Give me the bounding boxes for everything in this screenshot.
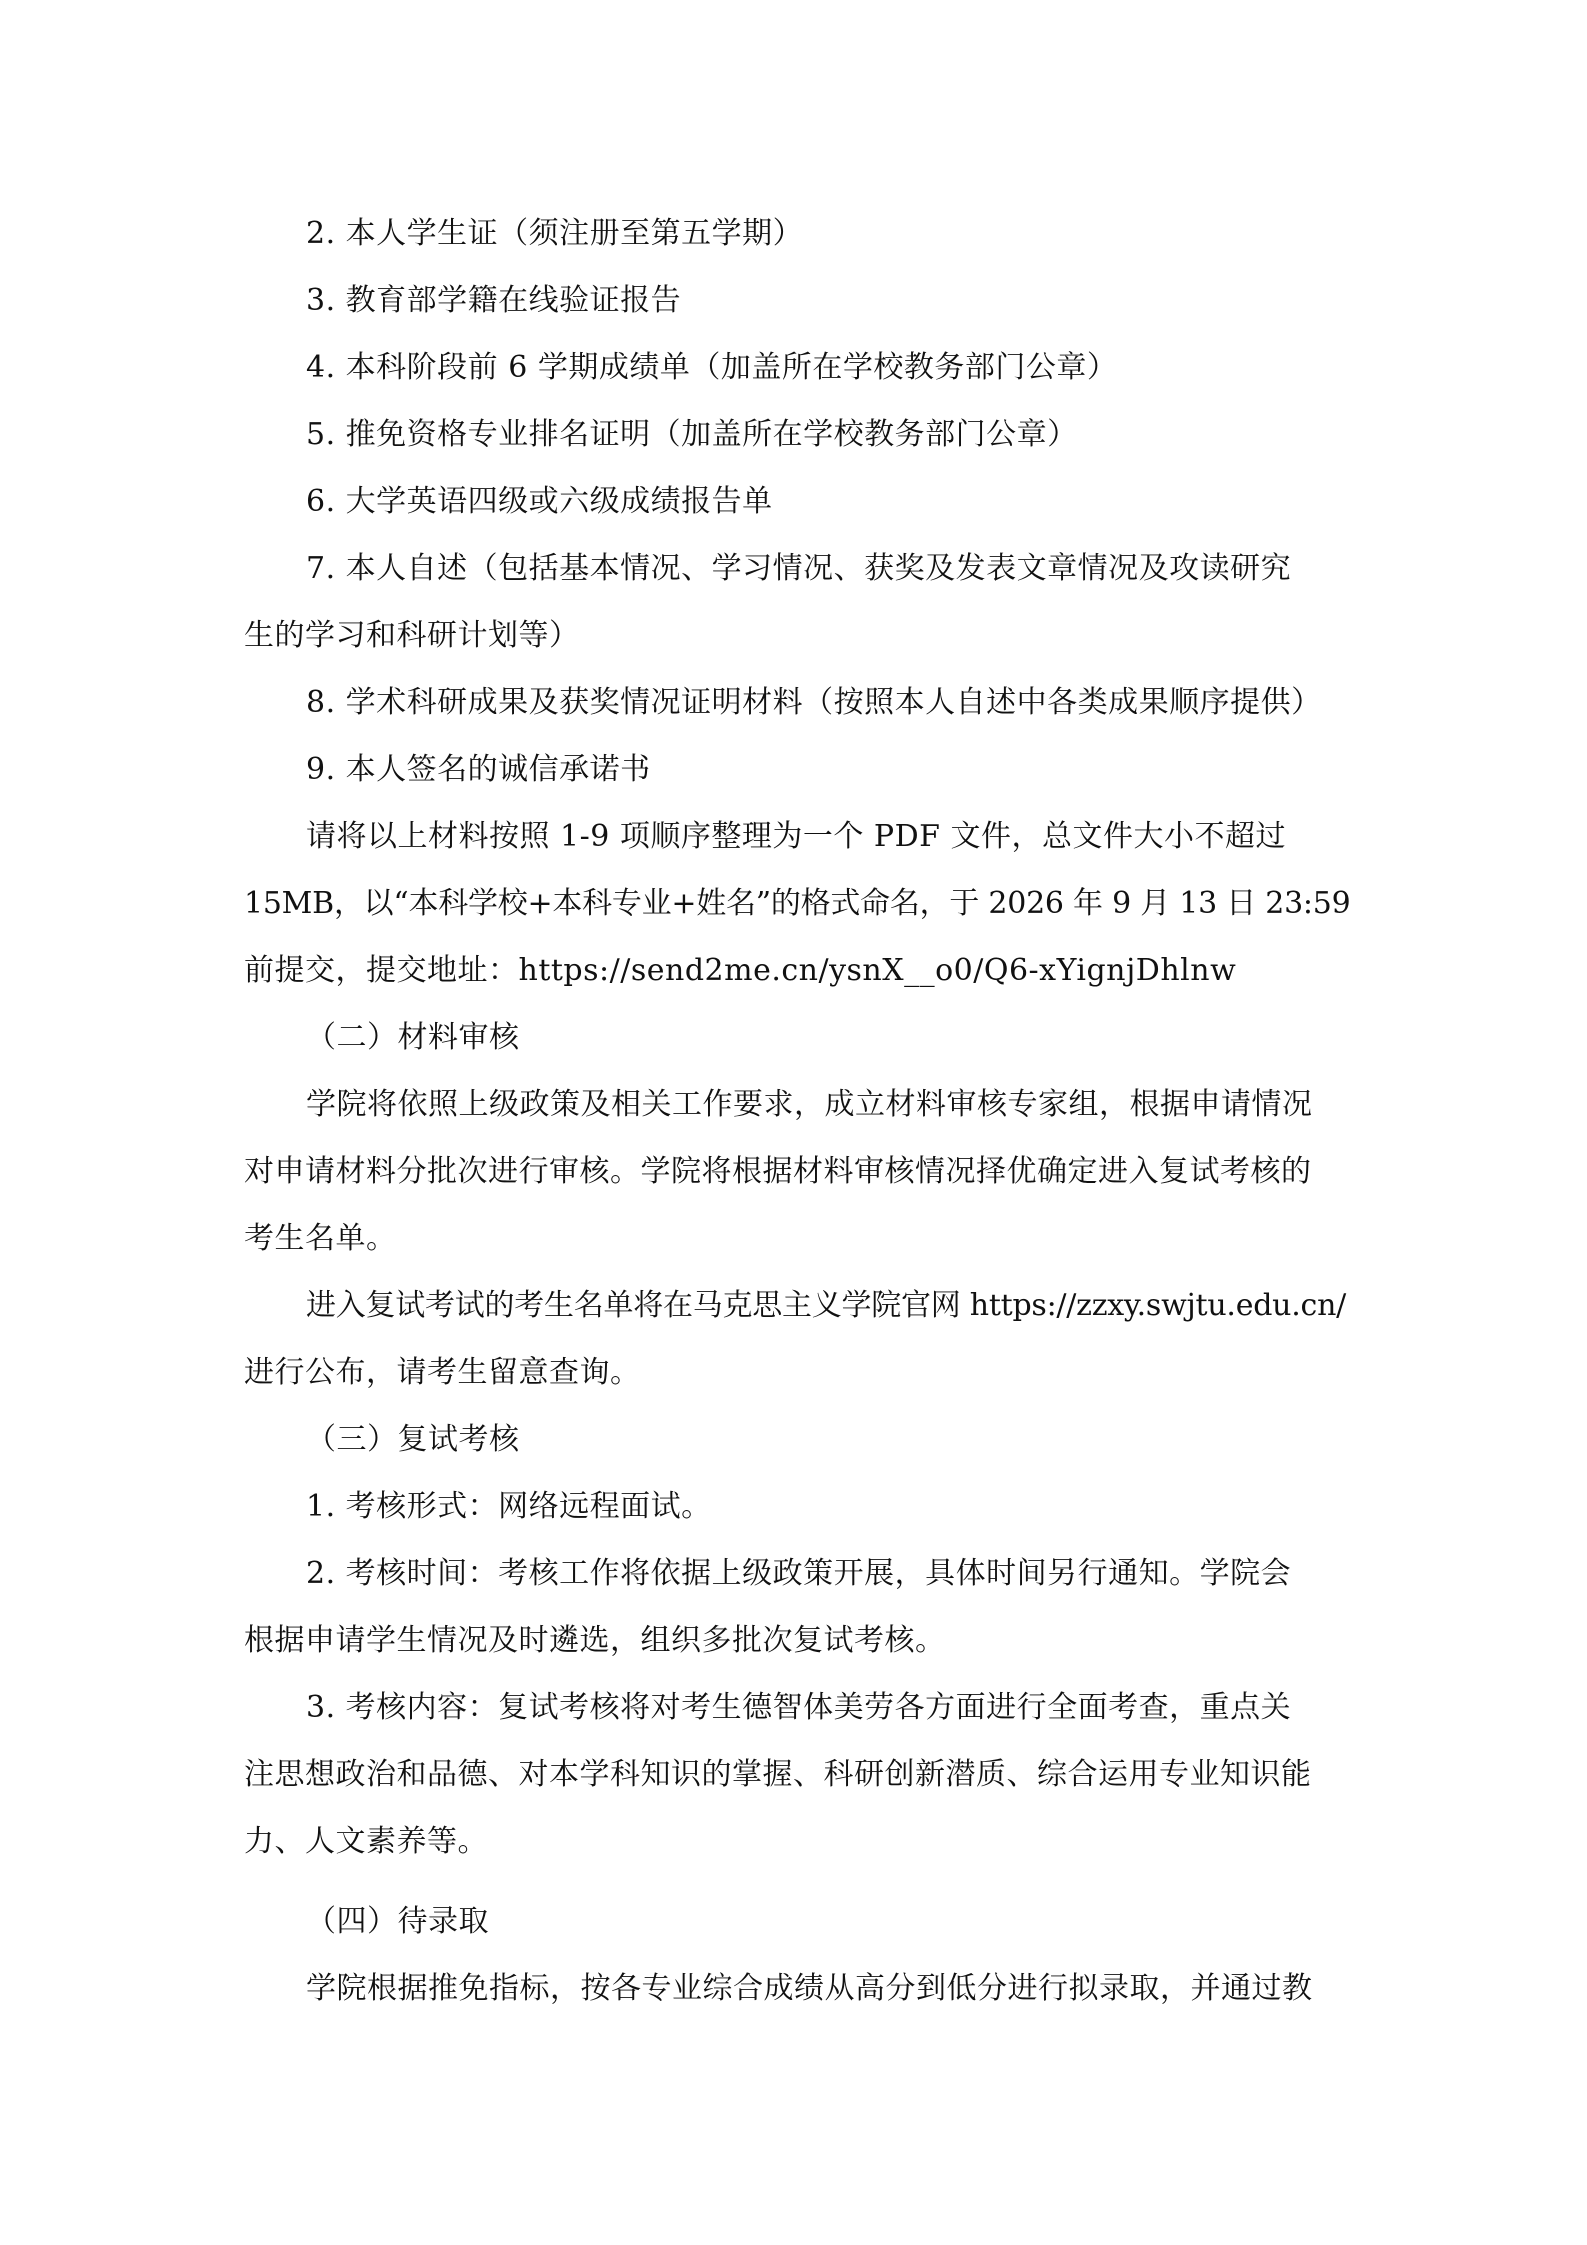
paragraph-review-line3: 考生名单。 [244, 1221, 397, 1256]
list-item-exam-time: 2. 考核时间：考核工作将依据上级政策开展，具体时间另行通知。学院会 [306, 1556, 1292, 1591]
list-item-self-statement-cont: 生的学习和科研计划等） [244, 618, 580, 653]
paragraph-admission-line1: 学院根据推免指标，按各专业综合成绩从高分到低分进行拟录取，并通过教 [306, 1971, 1313, 2006]
list-item-exam-content-cont2: 力、人文素养等。 [244, 1824, 488, 1859]
paragraph-submission-line1: 请将以上材料按照 1-9 项顺序整理为一个 PDF 文件，总文件大小不超过 [306, 819, 1287, 854]
paragraph-submission-line3: 前提交，提交地址：https://send2me.cn/ysnX__o0/Q6-xYignjDhlnw [244, 953, 1237, 988]
paragraph-publish-line1: 进入复试考试的考生名单将在马克思主义学院官网 https://zzxy.swjtu.edu.cn/ [306, 1288, 1347, 1323]
list-item-ranking-proof: 5. 推免资格专业排名证明（加盖所在学校教务部门公章） [306, 417, 1078, 452]
section-heading-pending-admission: （四）待录取 [306, 1904, 489, 1939]
list-item-integrity-pledge: 9. 本人签名的诚信承诺书 [306, 752, 651, 787]
list-item-exam-format: 1. 考核形式：网络远程面试。 [306, 1489, 712, 1524]
list-item-exam-time-cont: 根据申请学生情况及时遴选，组织多批次复试考核。 [244, 1623, 946, 1658]
paragraph-review-line1: 学院将依照上级政策及相关工作要求，成立材料审核专家组，根据申请情况 [306, 1087, 1313, 1122]
paragraph-submission-line2: 15MB，以“本科学校+本科专业+姓名”的格式命名，于 2026 年 9 月 13 日 23:59 [244, 886, 1351, 921]
list-item-exam-content-cont1: 注思想政治和品德、对本学科知识的掌握、科研创新潜质、综合运用专业知识能 [244, 1757, 1312, 1792]
paragraph-publish-line2: 进行公布，请考生留意查询。 [244, 1355, 641, 1390]
list-item-enrollment-report: 3. 教育部学籍在线验证报告 [306, 283, 682, 318]
list-item-english-score: 6. 大学英语四级或六级成绩报告单 [306, 484, 773, 519]
list-item-research-proof: 8. 学术科研成果及获奖情况证明材料（按照本人自述中各类成果顺序提供） [306, 685, 1322, 720]
section-heading-retest: （三）复试考核 [306, 1422, 520, 1457]
section-heading-material-review: （二）材料审核 [306, 1020, 520, 1055]
list-item-self-statement: 7. 本人自述（包括基本情况、学习情况、获奖及发表文章情况及攻读研究 [306, 551, 1292, 586]
paragraph-review-line2: 对申请材料分批次进行审核。学院将根据材料审核情况择优确定进入复试考核的 [244, 1154, 1312, 1189]
list-item-student-id: 2. 本人学生证（须注册至第五学期） [306, 216, 804, 251]
list-item-transcript: 4. 本科阶段前 6 学期成绩单（加盖所在学校教务部门公章） [306, 350, 1118, 385]
list-item-exam-content: 3. 考核内容：复试考核将对考生德智体美劳各方面进行全面考查，重点关 [306, 1690, 1292, 1725]
